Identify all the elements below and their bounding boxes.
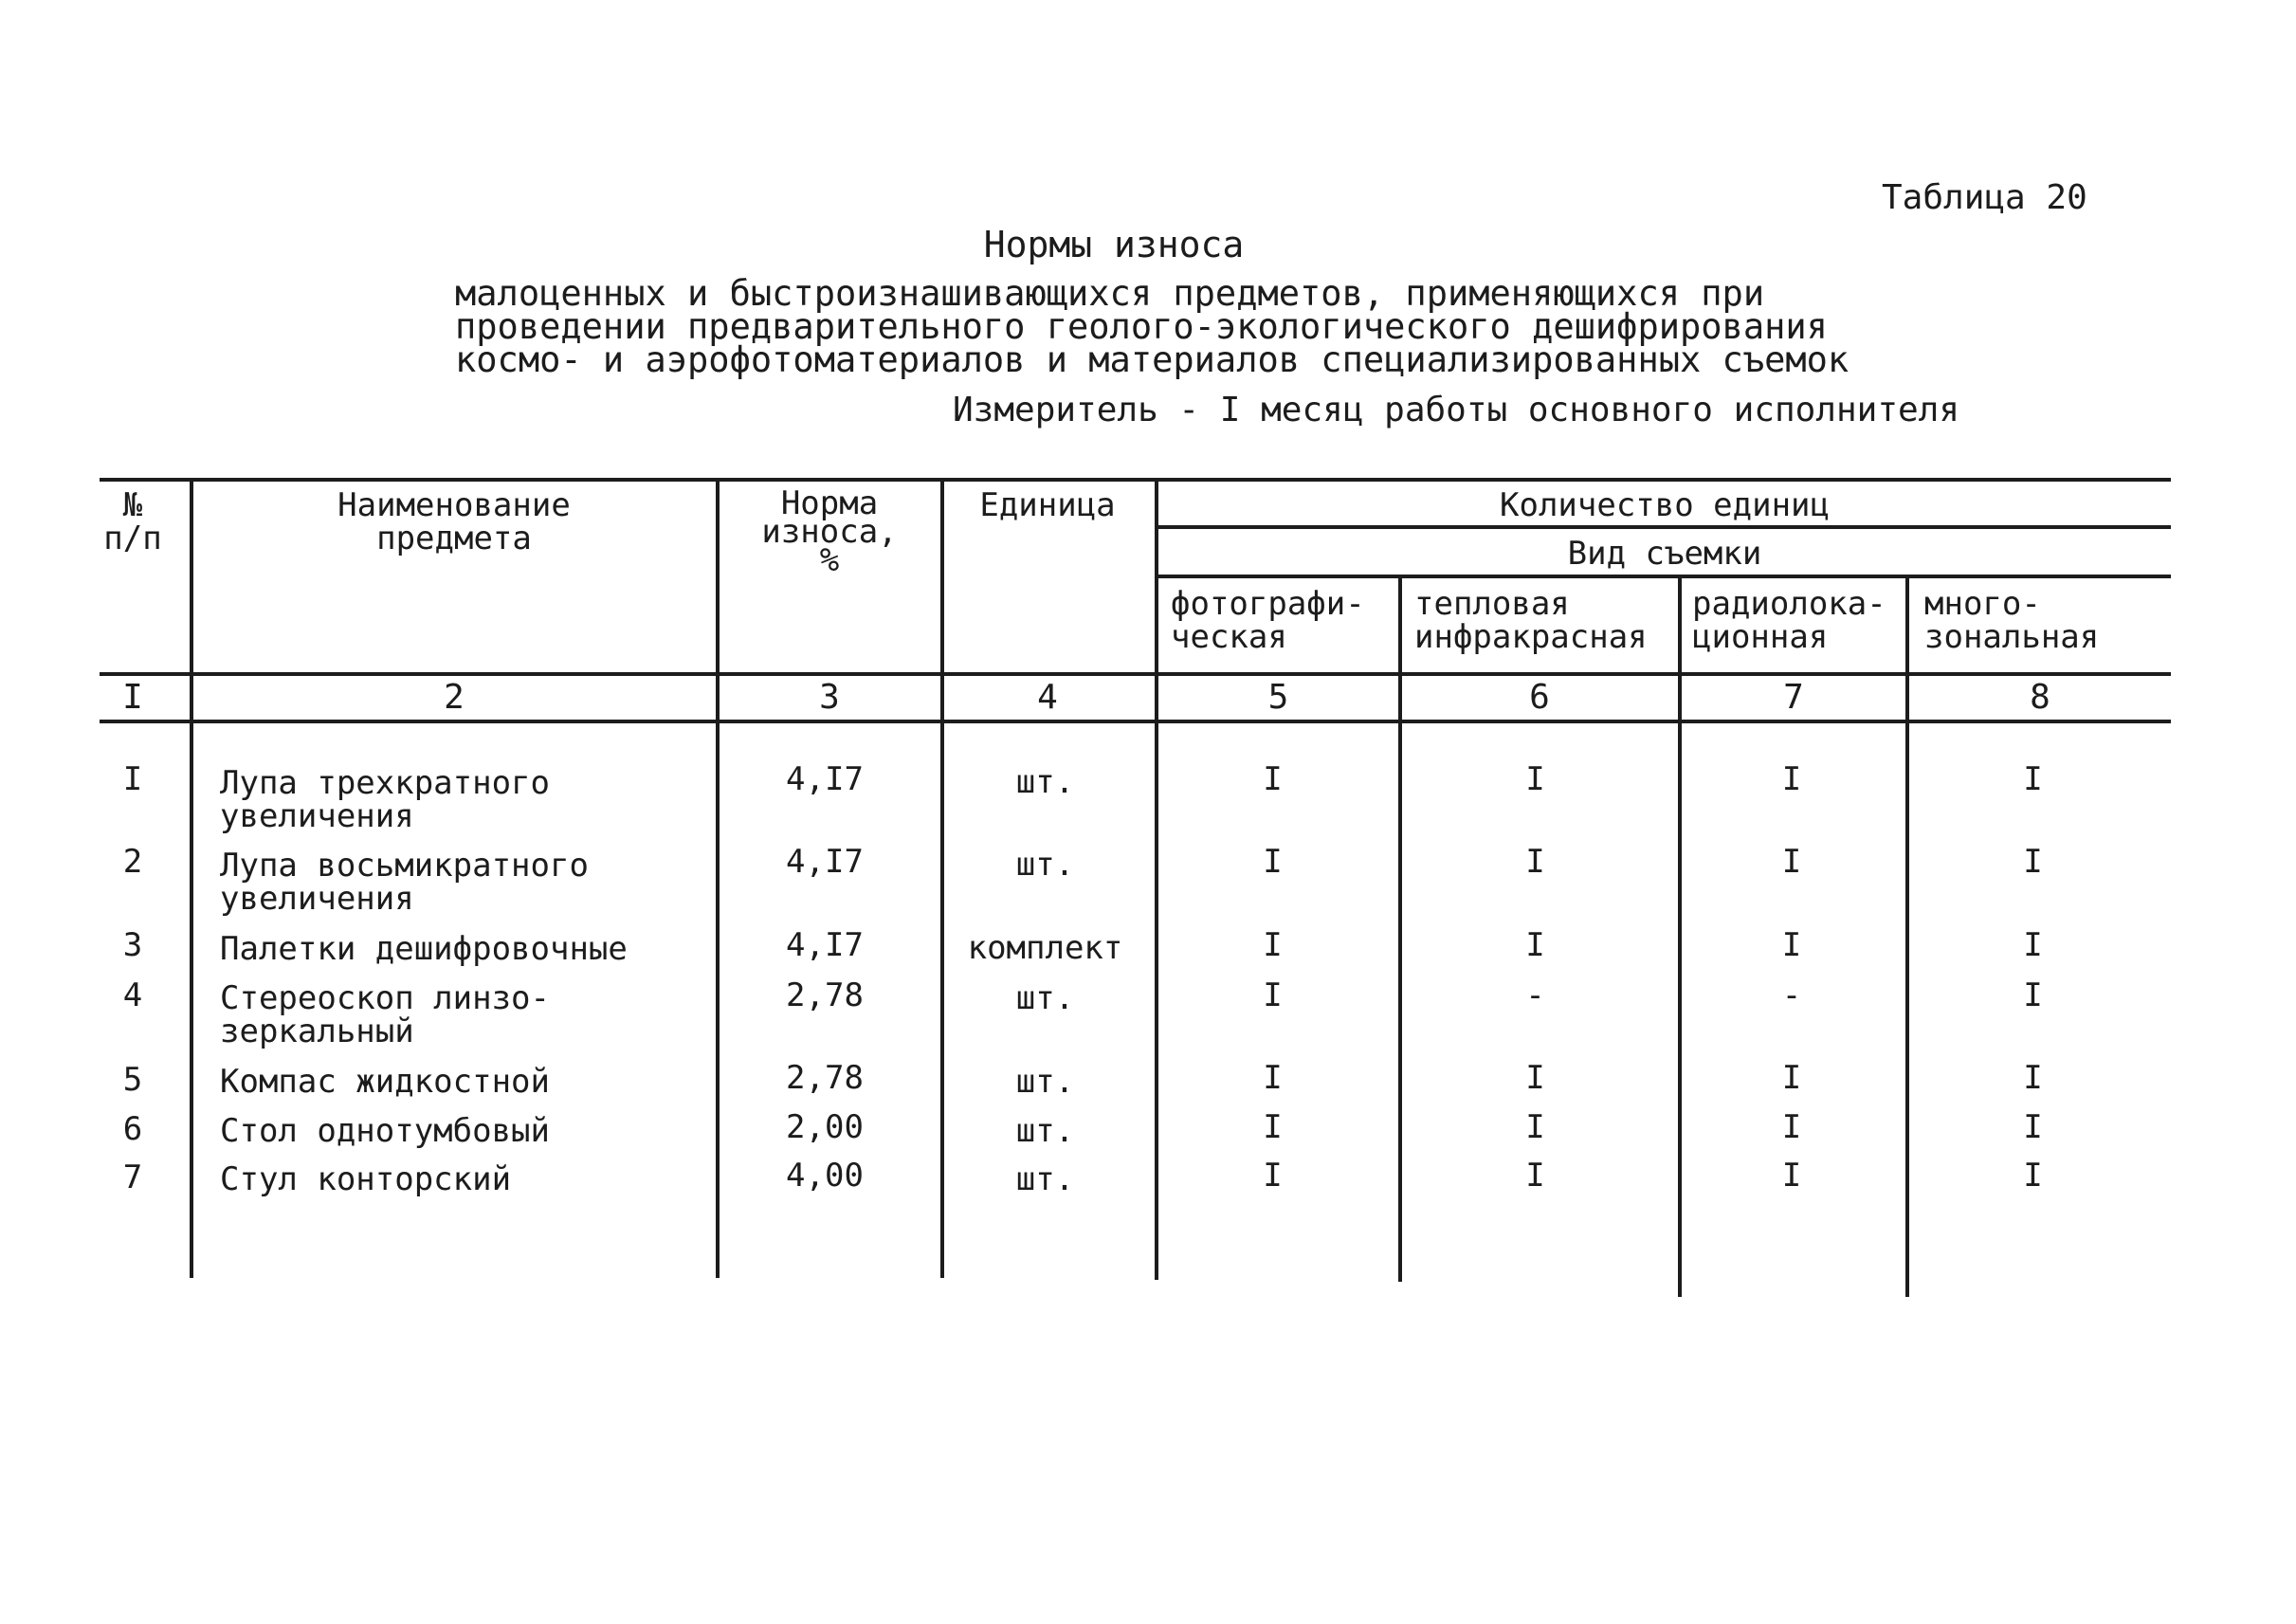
qty-thermal: I (1525, 1157, 1545, 1195)
qty-thermal: I (1525, 1059, 1545, 1097)
header-norm (720, 484, 938, 579)
measure-unit: Измеритель - I месяц работы основного исполнителя (953, 391, 1960, 429)
header-norm-line: Норма (780, 484, 879, 522)
qty-thermal: I (1525, 760, 1545, 798)
item-name (220, 1112, 550, 1150)
wear-norm: 4,I7 (786, 926, 864, 964)
row-number: 7 (122, 1159, 143, 1196)
qty-multizonal: I (2023, 1108, 2043, 1146)
qty-multizonal: I (2023, 843, 2043, 881)
item-name (220, 1063, 550, 1101)
qty-multizonal: I (2023, 1157, 2043, 1195)
column-number: 6 (1529, 678, 1550, 717)
item-name (220, 849, 589, 916)
header-col6 (1414, 585, 1648, 656)
item-name-line: Стул конторский (220, 1160, 512, 1198)
qty-header-rule (1155, 525, 2171, 529)
column-number: 2 (444, 678, 465, 717)
header-col5-line: фотографи- (1171, 585, 1365, 623)
item-name-line: увеличения (220, 880, 414, 918)
qty-photo: I (1263, 760, 1283, 798)
item-name-line: Стол однотумбовый (220, 1112, 550, 1150)
column-number: 4 (1037, 678, 1058, 717)
header-col6-line: инфракрасная (1414, 618, 1648, 656)
unit: комплект (967, 929, 1123, 967)
wear-norm: 4,I7 (786, 843, 864, 881)
qty-photo: I (1263, 1108, 1283, 1146)
item-name-line: Компас жидкостной (220, 1063, 550, 1101)
row-number: 6 (122, 1110, 143, 1148)
qty-thermal: I (1525, 926, 1545, 964)
column-numbers-rule (100, 720, 2171, 723)
table-top-rule (100, 478, 2171, 482)
subtitle-line: космо- и аэрофотоматериалов и материалов специализированных съемок (455, 339, 1850, 380)
qty-radar: - (1781, 976, 1802, 1014)
header-norm-line: износа, (761, 513, 898, 551)
header-col8-line: много- (1924, 585, 2041, 623)
qty-thermal: I (1525, 1108, 1545, 1146)
header-col7 (1692, 585, 1886, 656)
table-label: Таблица 20 (1882, 178, 2087, 217)
item-name (220, 764, 550, 835)
header-num (90, 486, 175, 557)
column-number: 3 (819, 678, 840, 717)
wear-norm: 2,78 (786, 1059, 864, 1097)
wear-norm: 2,78 (786, 976, 864, 1014)
wear-norm: 2,00 (786, 1108, 864, 1146)
header-num-symbol: № (122, 486, 143, 524)
row-number: 5 (122, 1061, 143, 1099)
qty-multizonal: I (2023, 926, 2043, 964)
item-name-line: Лупа восьмикратного (220, 847, 589, 885)
unit: шт. (1015, 1063, 1075, 1101)
header-col5-line: ческая (1171, 618, 1287, 656)
item-name-line: зеркальный (220, 1013, 414, 1050)
unit: шт. (1015, 763, 1075, 801)
column-number: 7 (1783, 678, 1804, 717)
unit: шт. (1015, 846, 1075, 884)
qty-multizonal: I (2023, 1059, 2043, 1097)
header-col6-line: тепловая (1414, 585, 1570, 623)
header-col8-line: зональная (1924, 618, 2100, 656)
qty-thermal: I (1525, 843, 1545, 881)
document-title: Нормы износа (983, 224, 1245, 265)
header-name-line: предмета (376, 520, 532, 557)
qty-photo: I (1263, 1059, 1283, 1097)
subtitle-line: проведении предварительного геолого-экологического дешифрирования (455, 306, 1828, 347)
column-number: 8 (2030, 678, 2050, 717)
header-norm-line: % (819, 541, 840, 579)
qty-radar: I (1781, 1108, 1802, 1146)
column-number: 5 (1267, 678, 1289, 717)
qty-radar: I (1781, 1059, 1802, 1097)
qty-photo: I (1263, 843, 1283, 881)
document-subtitle (455, 273, 1877, 380)
item-name (220, 930, 628, 968)
wear-norm: 4,I7 (786, 760, 864, 798)
header-col5 (1171, 585, 1365, 656)
qty-radar: I (1781, 926, 1802, 964)
item-name-line: Стереоскоп линзо- (220, 979, 550, 1017)
header-bottom-rule (100, 672, 2171, 676)
column-divider (190, 478, 193, 1278)
qty-photo: I (1263, 926, 1283, 964)
item-name-line: Лупа трехкратного (220, 764, 550, 802)
qty-multizonal: I (2023, 976, 2043, 1014)
column-number: I (122, 678, 143, 717)
row-number: 2 (122, 843, 143, 881)
subtitle-line: малоценных и быстроизнашивающихся предметов, применяющихся при (455, 273, 1765, 314)
qty-radar: I (1781, 1157, 1802, 1195)
unit: шт. (1015, 1112, 1075, 1150)
header-col7-line: радиолока- (1692, 585, 1886, 623)
header-qty: Количество единиц (1500, 486, 1830, 524)
item-name-line: увеличения (220, 797, 414, 835)
header-survey-type: Вид съемки (1567, 535, 1762, 573)
row-number: 3 (122, 926, 143, 964)
header-col8 (1924, 585, 2100, 656)
row-number: I (122, 760, 143, 798)
header-col7-line: ционная (1692, 618, 1829, 656)
item-name (220, 979, 550, 1050)
survey-header-rule (1155, 575, 2171, 578)
header-name (194, 486, 714, 557)
unit: шт. (1015, 1160, 1075, 1198)
qty-photo: I (1263, 976, 1283, 1014)
header-name-line: Наименование (337, 486, 571, 524)
qty-thermal: - (1525, 976, 1545, 1014)
wear-norm: 4,00 (786, 1157, 864, 1195)
unit: шт. (1015, 979, 1075, 1017)
header-num-label: п/п (103, 520, 162, 557)
header-unit: Единица (979, 486, 1116, 524)
qty-radar: I (1781, 760, 1802, 798)
item-name-line: Палетки дешифровочные (220, 930, 628, 968)
row-number: 4 (122, 976, 143, 1014)
qty-multizonal: I (2023, 760, 2043, 798)
qty-photo: I (1263, 1157, 1283, 1195)
qty-radar: I (1781, 843, 1802, 881)
item-name (220, 1160, 512, 1198)
